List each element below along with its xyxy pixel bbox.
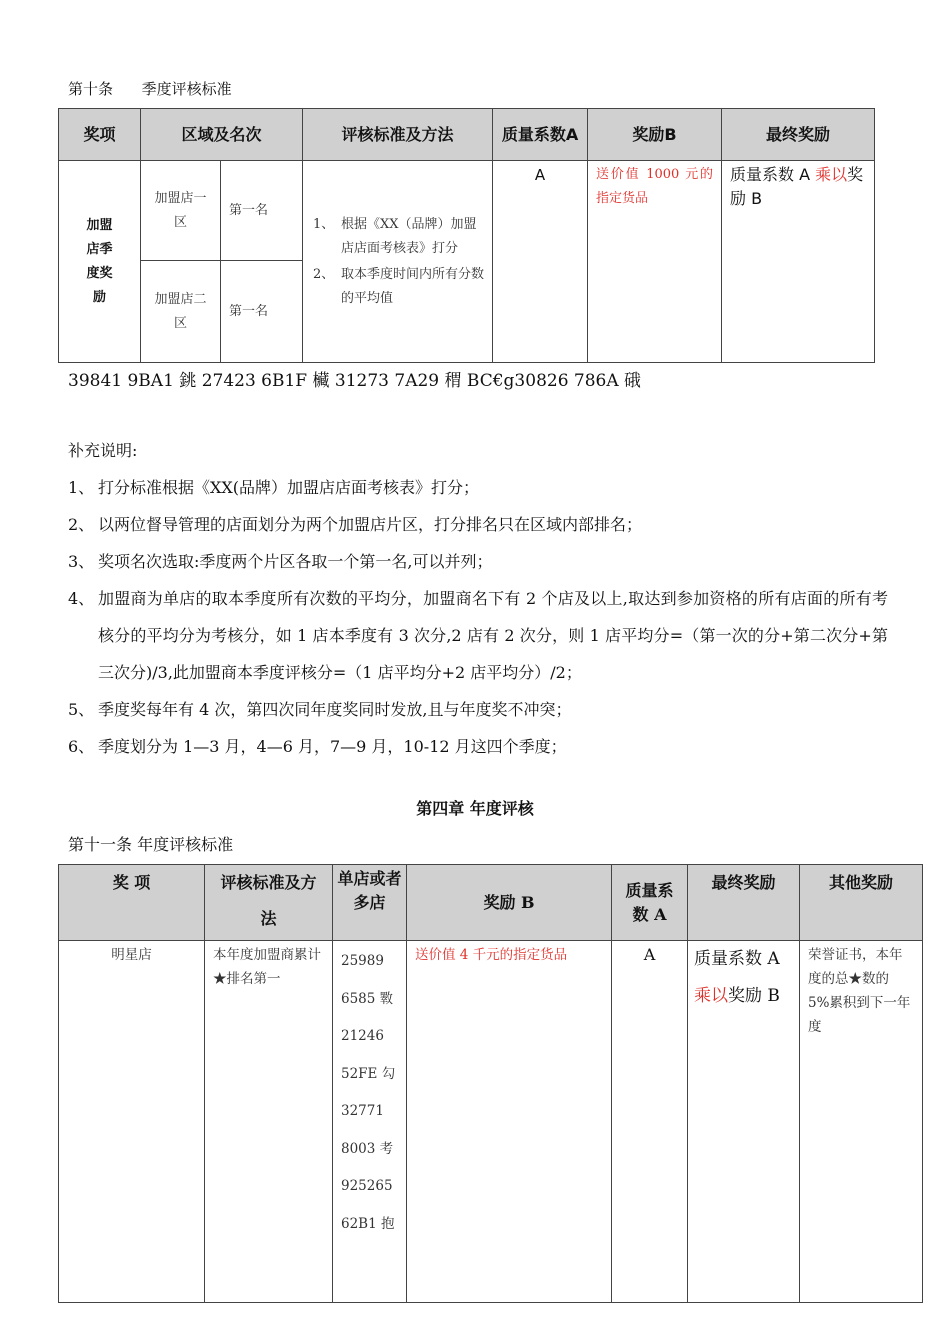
coefficient-cell: A [612, 941, 688, 1303]
header-region-rank: 区域及名次 [141, 109, 303, 161]
final-reward-cell: 质量系数 A 乘以奖励 B [722, 161, 875, 363]
list-item: 5、 季度奖每年有 4 次，第四次同年度奖同时发放,且与年度奖不冲突； [68, 700, 572, 719]
header-final-reward: 最终奖励 [688, 865, 800, 941]
method-cell [303, 161, 493, 363]
header-reward: 奖励 B [407, 865, 612, 941]
list-item: 3、 奖项名次选取:季度两个片区各取一个第一名,可以并列； [68, 552, 493, 571]
award-name: 明星店 [59, 941, 205, 1303]
rank-cell: 第一名 [221, 161, 303, 261]
header-method: 评核标准及方法 [205, 865, 333, 941]
method-item: 1、 根据《XX（品牌）加盟店店面考核表》打分 [313, 216, 477, 256]
header-award: 奖 项 [59, 865, 205, 941]
award-name: 加盟店季度奖励 [59, 161, 141, 363]
header-reward: 奖励B [588, 109, 722, 161]
chapter-4-title: 第四章 年度评核 [416, 799, 534, 818]
header-method: 评核标准及方法 [303, 109, 493, 161]
header-other-reward: 其他奖励 [800, 865, 923, 941]
article-10-title: 第十条 季度评核标准 [68, 80, 232, 98]
header-store-type: 单店或者多店 [333, 865, 407, 941]
method-cell: 本年度加盟商累计★排名第一 [205, 941, 333, 1303]
list-item: 1、 打分标准根据《XX(品牌）加盟店店面考核表》打分； [68, 478, 480, 497]
header-award: 奖项 [59, 109, 141, 161]
article-11-title: 第十一条 年度评核标准 [68, 835, 234, 854]
other-reward-cell: 荣誉证书，本年度的总★数的 5%累积到下一年度 [800, 941, 923, 1303]
rank-cell: 第一名 [221, 261, 303, 363]
garbled-text-line: 39841 9BA1 銚 27423 6B1F 欌 31273 7A29 稩 BC€g30826 786A 硪 [68, 371, 642, 391]
header-coefficient: 质量系数 A [612, 865, 688, 941]
notes-heading: 补充说明: [68, 441, 138, 460]
region-cell: 加盟店一区 [141, 161, 221, 261]
list-item: 4、 加盟商为单店的取本季度所有次数的平均分，加盟商名下有 2 个店及以上,取达到参加资格的所有店面的所有考核分的平均分为考核分，如 1 店本季度有 3 次分,2 店有 2 次分，则 1 店平均分=（第一次的分+第二次分+第三次分)/3,此加盟商本季度评核分=（1 店平均分+2 店平均分）/2； [68, 589, 888, 682]
supplementary-notes [68, 432, 888, 765]
method-item: 2、 取本季度时间内所有分数的平均值 [313, 266, 485, 306]
region-cell: 加盟店二区 [141, 261, 221, 363]
table-header-row [59, 865, 923, 941]
header-coefficient: 质量系数A [493, 109, 588, 161]
table-header-row [59, 109, 875, 161]
annual-award-table [58, 864, 923, 1303]
header-final-reward: 最终奖励 [722, 109, 875, 161]
list-item: 2、 以两位督导管理的店面划分为两个加盟店片区，打分排名只在区域内部排名； [68, 515, 643, 534]
quarterly-award-table [58, 108, 875, 363]
reward-cell: 送价值 4 千元的指定货品 [407, 941, 612, 1303]
reward-cell: 送价值 1000 元的指定货品 [588, 161, 722, 363]
store-type-cell: 25989 6585 斁 21246 52FE 勾 32771 8003 考 925265 62B1 抱 [333, 941, 407, 1303]
final-reward-cell: 质量系数 A 乘以奖励 B [688, 941, 800, 1303]
table-row [59, 941, 923, 1303]
table-row [59, 161, 875, 261]
coefficient-cell: A [493, 161, 588, 363]
list-item: 6、 季度划分为 1—3 月，4—6 月，7—9 月，10-12 月这四个季度； [68, 737, 567, 756]
